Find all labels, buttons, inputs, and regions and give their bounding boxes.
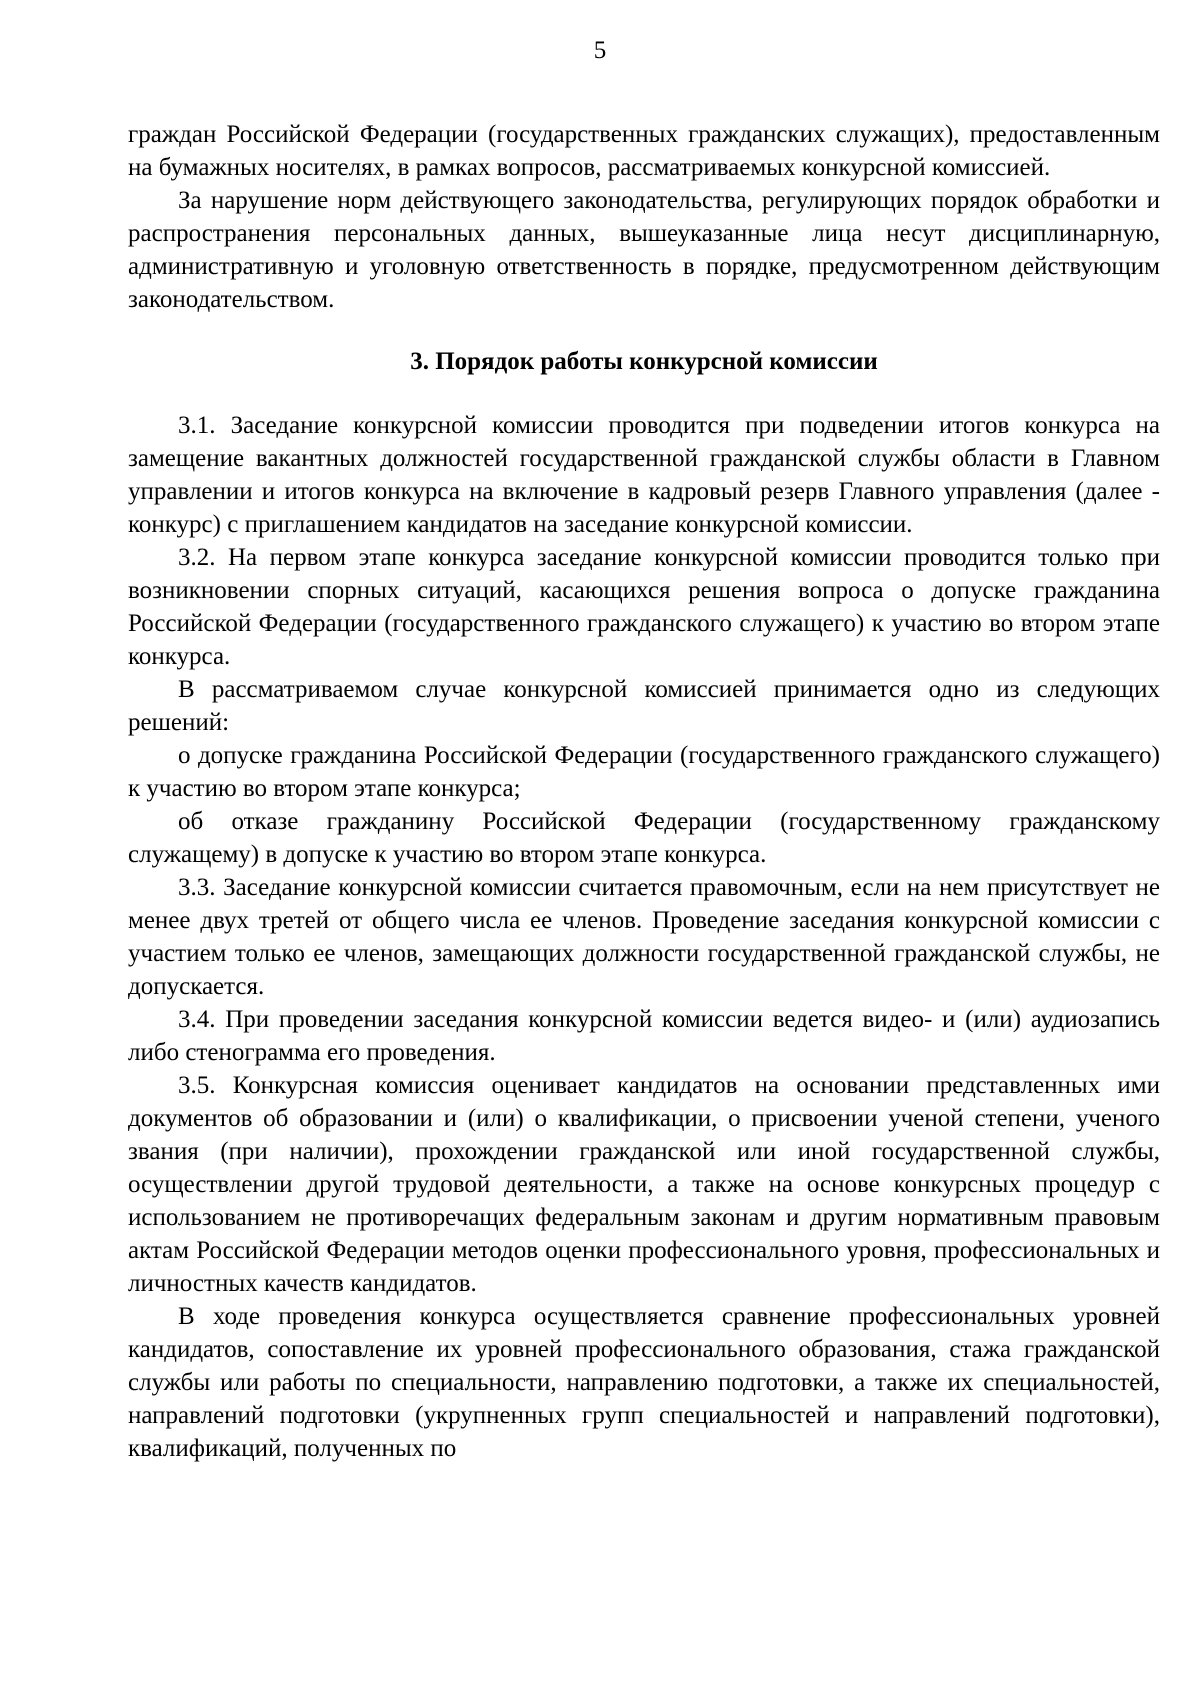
paragraph-decision-refuse: об отказе гражданину Российской Федерации (государственному гражданскому служащему) в допуске к участию во втором этапе конкурса.	[128, 808, 1160, 868]
paragraph-continued: граждан Российской Федерации (государственных гражданских служащих), предоставленным на бумажных носителях, в рамках вопросов, рассматриваемых конкурсной комиссией.	[128, 121, 1160, 181]
paragraph-comparison: В ходе проведения конкурса осуществляется сравнение профессиональных уровней кандидатов, сопоставление их уровней профессионального образования, стажа гражданской службы или работы по специальности, направлению подготовки, а также их специальностей, направлений подготовки (укрупненных групп специальностей и направлений подготовки), квалификаций, полученных по	[128, 1303, 1160, 1462]
paragraph-3-4: 3.4. При проведении заседания конкурсной комиссии ведется видео- и (или) аудиозапись либо стенограмма его проведения.	[128, 1006, 1160, 1066]
paragraph-3-1: 3.1. Заседание конкурсной комиссии проводится при подведении итогов конкурса на замещение вакантных должностей государственной гражданской службы области в Главном управлении и итогов конкурса на включение в кадровый резерв Главного управления (далее - конкурс) с приглашением кандидатов на заседание конкурсной комиссии.	[128, 412, 1160, 538]
paragraph-decision-admit: о допуске гражданина Российской Федерации (государственного гражданского служащего) к участию во втором этапе конкурса;	[128, 742, 1160, 802]
paragraph-3-5: 3.5. Конкурсная комиссия оценивает кандидатов на основании представленных ими документов об образовании и (или) о квалификации, о присвоении ученой степени, ученого звания (при наличии), прохождении гражданской или иной государственной службы, осуществлении другой трудовой деятельности, а также на основе конкурсных процедур с использованием не противоречащих федеральным законам и другим нормативным правовым актам Российской Федерации методов оценки профессионального уровня, профессиональных и личностных качеств кандидатов.	[128, 1072, 1160, 1297]
page-number: 5	[593, 37, 607, 64]
section-heading: 3. Порядок работы конкурсной комиссии	[410, 348, 878, 375]
paragraph-3-2: 3.2. На первом этапе конкурса заседание конкурсной комиссии проводится только при возникновении спорных ситуаций, касающихся решения вопроса о допуске гражданина Российской Федерации (государственного гражданского служащего) к участию во втором этапе конкурса.	[128, 544, 1160, 670]
paragraph-liability: За нарушение норм действующего законодательства, регулирующих порядок обработки и распространения персональных данных, вышеуказанные лица несут дисциплинарную, административную и уголовную ответственность в порядке, предусмотренном действующим законодательством.	[128, 187, 1160, 313]
paragraph-decisions-intro: В рассматриваемом случае конкурсной комиссией принимается одно из следующих решений:	[128, 676, 1160, 736]
document-body	[128, 118, 1160, 1465]
paragraph-3-3: 3.3. Заседание конкурсной комиссии считается правомочным, если на нем присутствует не менее двух третей от общего числа ее членов. Проведение заседания конкурсной комиссии с участием только ее членов, замещающих должности государственной гражданской службы, не допускается.	[128, 874, 1160, 1000]
